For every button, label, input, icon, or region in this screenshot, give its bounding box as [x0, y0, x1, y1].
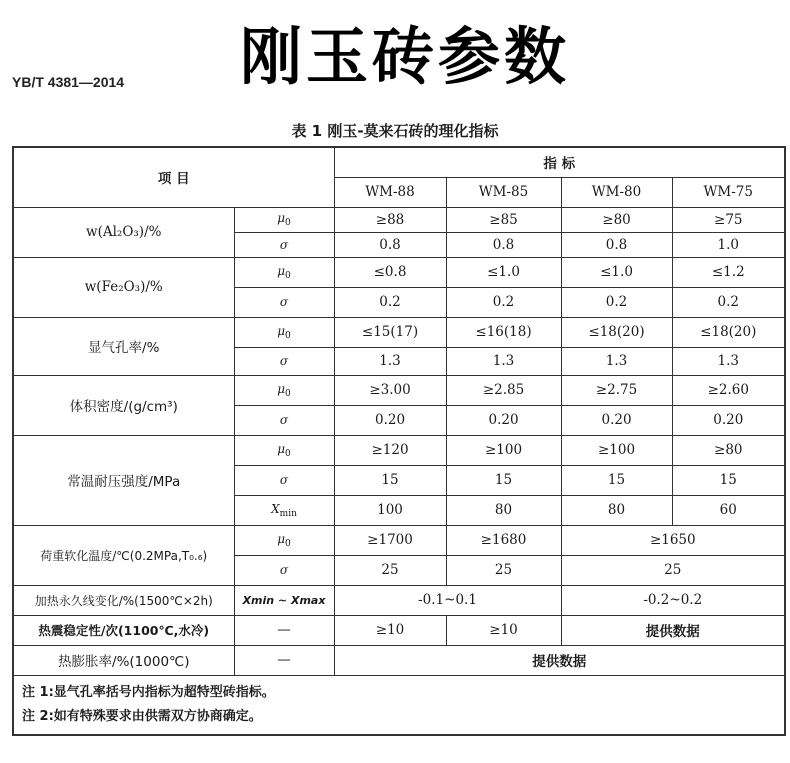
value-cell: ≤18(20) — [672, 317, 785, 347]
value-cell: 1.3 — [561, 347, 672, 375]
grade-header: WM-75 — [672, 177, 785, 207]
xmin-xmax-symbol: Xmin ~ Xmax — [234, 585, 334, 615]
mu-symbol: $\mu_0$ — [234, 257, 334, 287]
value-cell: ≥100 — [446, 435, 561, 465]
value-cell: 0.2 — [334, 287, 446, 317]
value-cell: 15 — [334, 465, 446, 495]
value-cell: ≤16(18) — [446, 317, 561, 347]
row-label-linear-change: 加热永久线变化/%(1500℃×2h) — [13, 585, 234, 615]
value-cell: ≥88 — [334, 207, 446, 232]
grade-header: WM-85 — [446, 177, 561, 207]
value-cell: ≥80 — [672, 435, 785, 465]
value-cell: 25 — [446, 555, 561, 585]
value-cell: -0.1~0.1 — [334, 585, 561, 615]
dash-cell: — — [234, 645, 334, 675]
sigma-symbol: σ — [234, 555, 334, 585]
value-cell: ≥10 — [446, 615, 561, 645]
grade-header: WM-80 — [561, 177, 672, 207]
mu-symbol: $\mu_0$ — [234, 317, 334, 347]
table-notes — [13, 675, 785, 735]
xmin-symbol: $X_{min}$ — [234, 495, 334, 525]
value-cell: ≥2.75 — [561, 375, 672, 405]
value-cell: 1.3 — [672, 347, 785, 375]
dash-cell: — — [234, 615, 334, 645]
value-cell: 0.20 — [561, 405, 672, 435]
sigma-symbol: σ — [234, 405, 334, 435]
value-cell: ≤0.8 — [334, 257, 446, 287]
value-cell: ≥1650 — [561, 525, 785, 555]
value-cell: ≥120 — [334, 435, 446, 465]
value-cell: 1.3 — [446, 347, 561, 375]
value-cell: 提供数据 — [334, 645, 785, 675]
value-cell: 0.2 — [446, 287, 561, 317]
row-label-al2o3: w(Al₂O₃)/% — [13, 207, 234, 257]
value-cell: 25 — [334, 555, 446, 585]
value-cell: 1.3 — [334, 347, 446, 375]
row-label-porosity: 显气孔率/% — [13, 317, 234, 375]
value-cell: 80 — [446, 495, 561, 525]
page-title: 刚玉砖参数 — [240, 20, 571, 93]
value-cell: 0.2 — [672, 287, 785, 317]
sigma-symbol: σ — [234, 465, 334, 495]
value-cell: ≤1.2 — [672, 257, 785, 287]
value-cell: ≥3.00 — [334, 375, 446, 405]
value-cell: 0.20 — [446, 405, 561, 435]
row-label-softening: 荷重软化温度/℃(0.2MPa,T₀.₆) — [13, 525, 234, 585]
value-cell: 1.0 — [672, 232, 785, 257]
mu-symbol: $\mu_0$ — [234, 435, 334, 465]
note-2: 注 2:如有特殊要求由供需双方协商确定。 — [22, 708, 262, 724]
value-cell: ≥85 — [446, 207, 561, 232]
value-cell: ≥80 — [561, 207, 672, 232]
value-cell: ≥100 — [561, 435, 672, 465]
row-label-strength: 常温耐压强度/MPa — [13, 435, 234, 525]
value-cell: ≤18(20) — [561, 317, 672, 347]
value-cell: 15 — [446, 465, 561, 495]
value-cell: 25 — [561, 555, 785, 585]
value-cell: ≥1680 — [446, 525, 561, 555]
value-cell: ≥10 — [334, 615, 446, 645]
value-cell: 0.20 — [672, 405, 785, 435]
value-cell: ≥2.85 — [446, 375, 561, 405]
index-header: 指 标 — [334, 147, 785, 177]
value-cell: 15 — [561, 465, 672, 495]
value-cell: 0.8 — [561, 232, 672, 257]
item-header: 项 目 — [13, 147, 334, 207]
mu-symbol: $\mu_0$ — [234, 207, 334, 232]
value-cell: ≥2.60 — [672, 375, 785, 405]
standard-code: YB/T 4381—2014 — [12, 74, 125, 90]
sigma-symbol: σ — [234, 347, 334, 375]
value-cell: ≤1.0 — [561, 257, 672, 287]
value-cell: ≥75 — [672, 207, 785, 232]
value-cell: ≥1700 — [334, 525, 446, 555]
row-label-fe2o3: w(Fe₂O₃)/% — [13, 257, 234, 317]
value-cell: 0.20 — [334, 405, 446, 435]
value-cell: ≤1.0 — [446, 257, 561, 287]
sigma-symbol: σ — [234, 287, 334, 317]
value-cell: 0.8 — [446, 232, 561, 257]
value-cell: 80 — [561, 495, 672, 525]
row-label-thermal-shock: 热震稳定性/次(1100℃,水冷) — [13, 615, 234, 645]
mu-symbol: $\mu_0$ — [234, 375, 334, 405]
properties-table — [12, 146, 786, 736]
value-cell: 0.8 — [334, 232, 446, 257]
value-cell: 100 — [334, 495, 446, 525]
row-label-expansion: 热膨胀率/%(1000℃) — [13, 645, 234, 675]
mu-symbol: $\mu_0$ — [234, 525, 334, 555]
value-cell: 60 — [672, 495, 785, 525]
grade-header: WM-88 — [334, 177, 446, 207]
value-cell: ≤15(17) — [334, 317, 446, 347]
value-cell: 15 — [672, 465, 785, 495]
value-cell: 0.2 — [561, 287, 672, 317]
sigma-symbol: σ — [234, 232, 334, 257]
note-1: 注 1:显气孔率括号内指标为超特型砖指标。 — [22, 684, 275, 700]
table-caption: 表 1 刚玉-莫来石砖的理化指标 — [291, 122, 499, 140]
value-cell: 提供数据 — [561, 615, 785, 645]
row-label-density: 体积密度/(g/cm³) — [13, 375, 234, 435]
value-cell: -0.2~0.2 — [561, 585, 785, 615]
